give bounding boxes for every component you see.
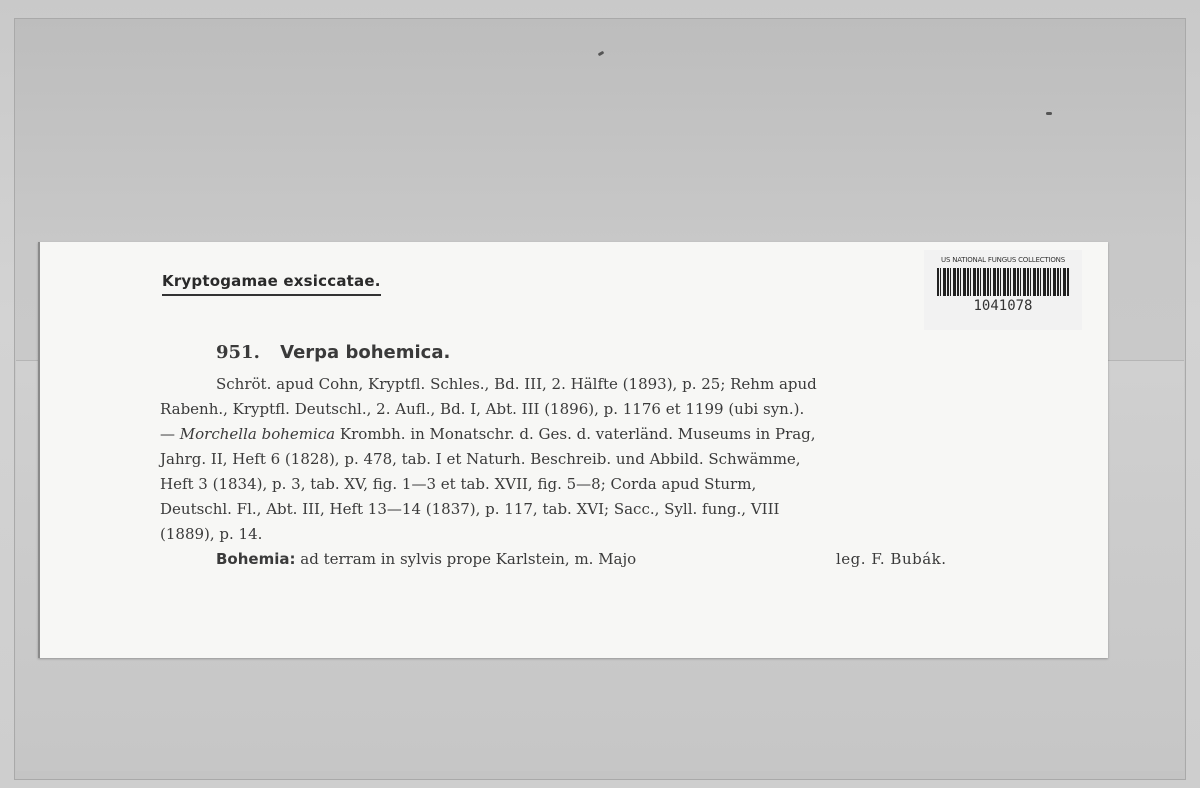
barcode-icon <box>937 268 1069 296</box>
barcode-number: 1041078 <box>973 298 1033 314</box>
citation-line <box>160 422 1010 447</box>
citation-text: Krombh. in Monatschr. d. Ges. d. vaterländ. Museums in Prag, <box>339 425 816 443</box>
citation-line: Rabenh., Kryptfl. Deutschl., 2. Aufl., Bd. I, Abt. III (1896), p. 1176 et 1199 (ubi syn.). <box>160 400 805 418</box>
locality-text: ad terram in sylvis prope Karlstein, m. Majo <box>295 550 637 568</box>
label-header: Kryptogamae exsiccatae. <box>162 272 381 296</box>
locality-place: Bohemia: <box>216 550 296 568</box>
specimen-label <box>38 242 1108 658</box>
species-title <box>216 340 1010 366</box>
citation-line: Deutschl. Fl., Abt. III, Heft 13—14 (1837), p. 117, tab. XVI; Sacc., Syll. fung., VIII <box>160 500 780 518</box>
citation-line: (1889), p. 14. <box>160 525 263 543</box>
synonym-prefix: — <box>160 425 180 443</box>
locality-line <box>216 547 1010 572</box>
citation-line: Jahrg. II, Heft 6 (1828), p. 478, tab. I et Naturh. Beschreib. und Abbild. Schwämme, <box>160 450 801 468</box>
barcode-sticker <box>924 250 1082 330</box>
barcode-org: US NATIONAL FUNGUS COLLECTIONS <box>941 256 1065 264</box>
speck <box>1046 112 1052 115</box>
label-body <box>160 340 1010 572</box>
species-name: Verpa bohemica. <box>280 342 451 363</box>
collector: leg. F. Bubák. <box>836 550 947 568</box>
citation-line: Schröt. apud Cohn, Kryptfl. Schles., Bd. III, 2. Hälfte (1893), p. 25; Rehm apud <box>216 375 817 393</box>
entry-number: 951. <box>216 342 260 363</box>
synonym-name: Morchella bohemica <box>179 425 336 443</box>
citation-line: Heft 3 (1834), p. 3, tab. XV, fig. 1—3 et tab. XVII, fig. 5—8; Corda apud Sturm, <box>160 475 757 493</box>
